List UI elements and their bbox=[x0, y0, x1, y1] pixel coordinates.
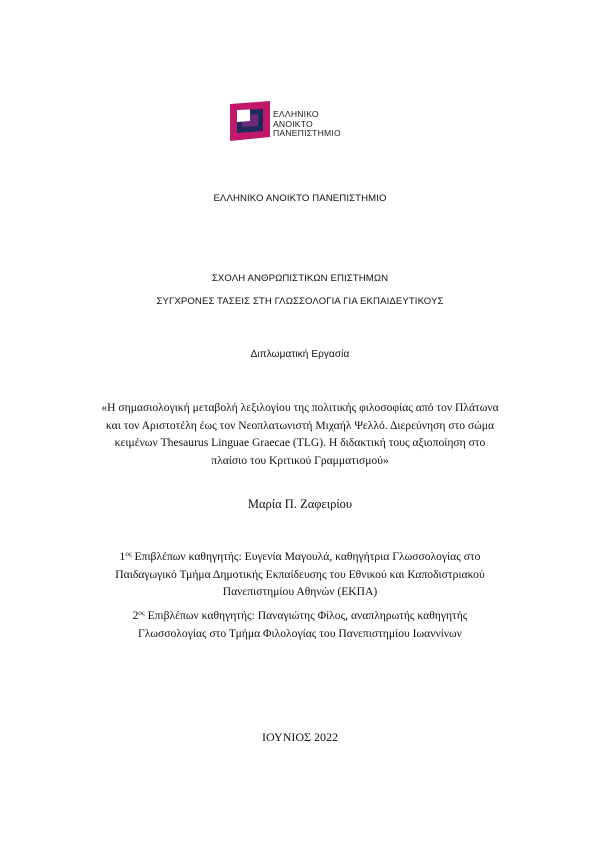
university-name: ΕΛΛΗΝΙΚΟ ΑΝΟΙΚΤΟ ΠΑΝΕΠΙΣΤΗΜΙΟ bbox=[213, 193, 387, 204]
title-line-4: πλαίσιο του Κριτικού Γραμματισμού» bbox=[211, 453, 389, 467]
supervisor2-line-1: Επιβλέπων καθηγητής: Παναγιώτης Φίλος, αναπληρωτής καθηγητής bbox=[144, 609, 468, 622]
second-supervisor bbox=[90, 607, 510, 642]
submission-date: ΙΟΥΝΙΟΣ 2022 bbox=[261, 730, 339, 744]
thesis-type: Διπλωματική Εργασία bbox=[250, 349, 350, 360]
logo-line-2: ΑΝΟΙΚΤΟ bbox=[273, 118, 313, 129]
supervisor1-line-1: Επιβλέπων καθηγητής: Ευγενία Μαγουλά, καθηγήτρια Γλωσσολογίας στο bbox=[131, 550, 481, 563]
supervisor1-ordinal-suffix: ος bbox=[125, 550, 132, 558]
first-supervisor bbox=[90, 548, 510, 601]
program-name: ΣΥΓΧΡΟΝΕΣ ΤΑΣΕΙΣ ΣΤΗ ΓΛΩΣΣΟΛΟΓΙΑ ΓΙΑ ΕΚΠΑΙΔΕΥΤΙΚΟΥΣ bbox=[156, 296, 444, 307]
supervisor1-line-2: Παιδαγωγικό Τμήμα Δημοτικής Εκπαίδευσης του Εθνικού και Καποδιστριακού bbox=[115, 567, 485, 581]
supervisor2-line-2: Γλωσσολογίας στο Τμήμα Φιλολογίας του Πανεπιστημίου Ιωαννίνων bbox=[138, 626, 462, 640]
logo-mark-icon bbox=[230, 101, 270, 141]
author-name: Μαρία Π. Ζαφειρίου bbox=[247, 497, 353, 511]
thesis-title bbox=[90, 399, 510, 469]
logo-line-1: ΕΛΛΗΝΙΚΟ bbox=[273, 109, 319, 119]
title-line-1: «Η σημασιολογική μεταβολή λεξιλογίου της πολιτικής φιλοσοφίας από τον Πλάτωνα bbox=[101, 401, 499, 414]
title-line-3: κειμένων Thesaurus Linguae Graecae (TLG). Η διδακτική τους αξιοποίηση στο bbox=[114, 436, 486, 449]
logo-line-3: ΠΑΝΕΠΙΣΤΗΜΙΟ bbox=[273, 128, 341, 139]
title-line-2: και τον Αριστοτέλη έως τον Νεοπλατωνιστή Μιχαήλ Ψελλό. Διερεύνηση στο σώμα bbox=[105, 418, 495, 432]
supervisor2-ordinal-suffix: ος bbox=[138, 609, 145, 617]
supervisor2-ordinal: 2 bbox=[132, 609, 139, 622]
supervisor1-line-3: Πανεπιστημίου Αθηνών (ΕΚΠΑ) bbox=[222, 585, 378, 598]
logo-wordmark bbox=[273, 110, 341, 139]
supervisor1-ordinal: 1 bbox=[119, 550, 126, 563]
school-name: ΣΧΟΛΗ ΑΝΘΡΩΠΙΣΤΙΚΩΝ ΕΠΙΣΤΗΜΩΝ bbox=[211, 273, 389, 284]
university-logo bbox=[230, 101, 370, 149]
